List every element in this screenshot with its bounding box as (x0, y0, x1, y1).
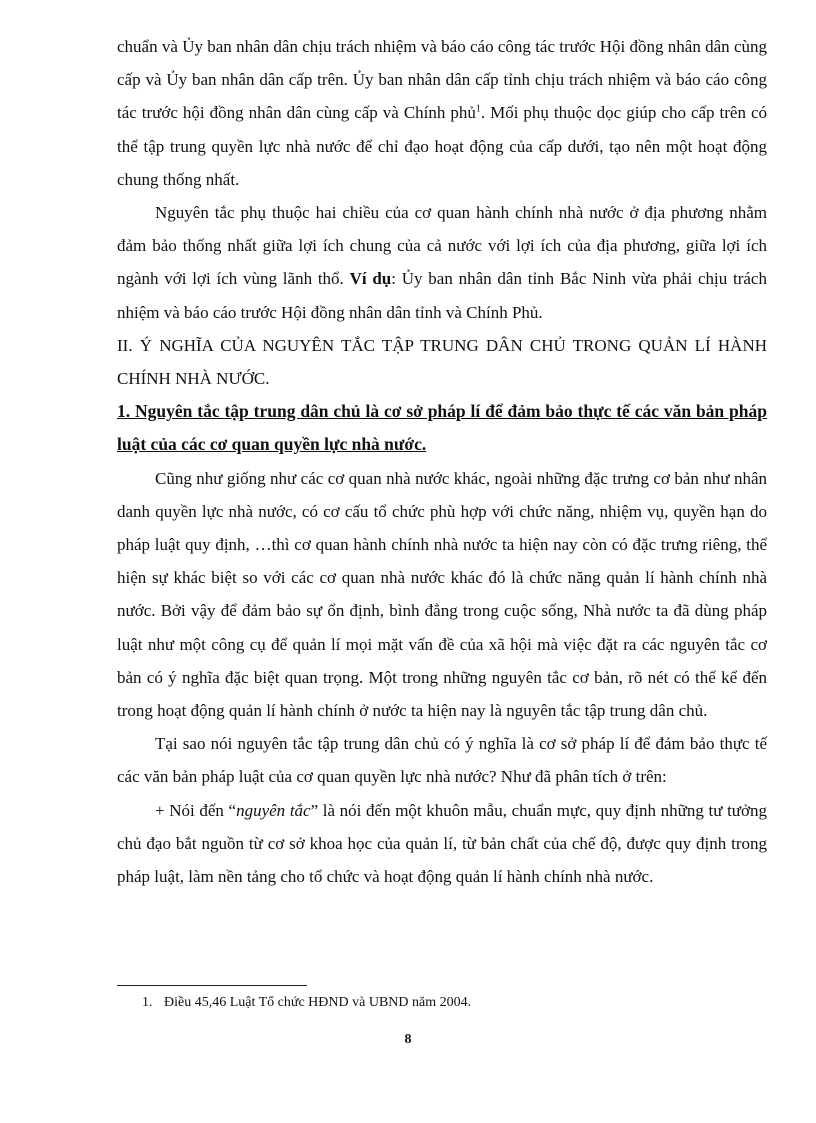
paragraph-5-lead: + Nói đến “ (155, 800, 237, 820)
footnote-text: Điều 45,46 Luật Tổ chức HĐND và UBND năm 2004. (164, 995, 472, 1010)
paragraph-4: Tại sao nói nguyên tắc tập trung dân chủ có ý nghĩa là cơ sở pháp lí để đảm bảo thực tế các văn bản pháp luật của cơ quan quyền lực nhà nước? Như đã phân tích ở trên: (117, 734, 767, 787)
paragraph-5-tail: ” là nói đến một khuôn mẫu, chuẩn mực, quy định những tư tưởng chủ đạo bắt nguồn từ cơ sở khoa học của quản lí, từ bản chất của chế độ, được quy định trong pháp luật, làm nền tảng cho tổ chức và hoạt động quản lí hành chính nhà nước. (117, 800, 768, 887)
paragraph-2 (117, 196, 767, 329)
body-text (117, 30, 767, 893)
footnote-number: 1. (142, 995, 153, 1010)
footnote-ref: 1 (475, 103, 481, 115)
footnote-divider (117, 985, 307, 986)
paragraph-2-tail: : Ủy ban nhân dân tỉnh Bắc Ninh vừa phải chịu trách nhiệm và báo cáo trước Hội đồng nhân dân tỉnh và Chính Phủ. (117, 269, 767, 322)
paragraph-5-italic: nguyên tắc (236, 800, 311, 820)
footnote (142, 994, 471, 1012)
example-label: Ví dụ (349, 269, 392, 289)
section-heading: II. Ý NGHĨA CỦA NGUYÊN TẮC TẬP TRUNG DÂN CHỦ TRONG QUẢN LÍ HÀNH CHÍNH NHÀ NƯỚC. (117, 335, 767, 389)
paragraph-1-text: chuẩn và Ủy ban nhân dân chịu trách nhiệm và báo cáo công tác trước Hội đồng nhân dân cùng cấp và Ủy ban nhân dân cấp trên. Ủy ban nhân dân cấp tỉnh chịu trách nhiệm và báo cáo công tác trước hội đồng nhân dân cùng cấp và Chính phủ (117, 37, 767, 123)
paragraph-1-tail: . Mối phụ thuộc dọc giúp cho cấp trên có thể tập trung quyền lực nhà nước để chỉ đạo hoạt động của cấp dưới, tạo nên một hoạt động chung thống nhất. (117, 103, 767, 189)
paragraph-2-text: Nguyên tắc phụ thuộc hai chiều của cơ quan hành chính nhà nước ở địa phương nhằm đảm bảo thống nhất giữa lợi ích chung của cả nước với lợi ích của địa phương, giữa lợi ích ngành với lợi ích vùng lãnh thổ. (117, 203, 767, 289)
paragraph-1 (117, 30, 767, 196)
page-number: 8 (404, 1032, 412, 1047)
subsection-heading: 1. Nguyên tắc tập trung dân chủ là cơ sở pháp lí để đảm bảo thực tế các văn bản pháp luật của các cơ quan quyền lực nhà nước. (117, 401, 767, 455)
paragraph-3: Cũng như giống như các cơ quan nhà nước khác, ngoài những đặc trưng cơ bản như nhân danh quyền lực nhà nước, có cơ cấu tổ chức phù hợp với chức năng, nhiệm vụ, quyền hạn do pháp luật quy định, …thì cơ quan hành chính nhà nước ta hiện nay còn có đặc trưng riêng, thể hiện sự khác biệt so với các cơ quan nhà nước khác đó là chức năng quản lí hành chính nhà nước. Bởi vậy để đảm bảo sự ổn định, bình đẳng trong cuộc sống, Nhà nước ta đã dùng pháp luật như một công cụ để quản lí mọi mặt vấn đề của xã hội mà việc đặt ra các nguyên tắc cơ bản có ý nghĩa đặc biệt quan trọng. Một trong những nguyên tắc cơ bản, rõ nét có thể kể đến trong hoạt động quản lí hành chính ở nước ta hiện nay là nguyên tắc tập trung dân chủ. (117, 468, 767, 721)
paragraph-5 (117, 794, 767, 894)
